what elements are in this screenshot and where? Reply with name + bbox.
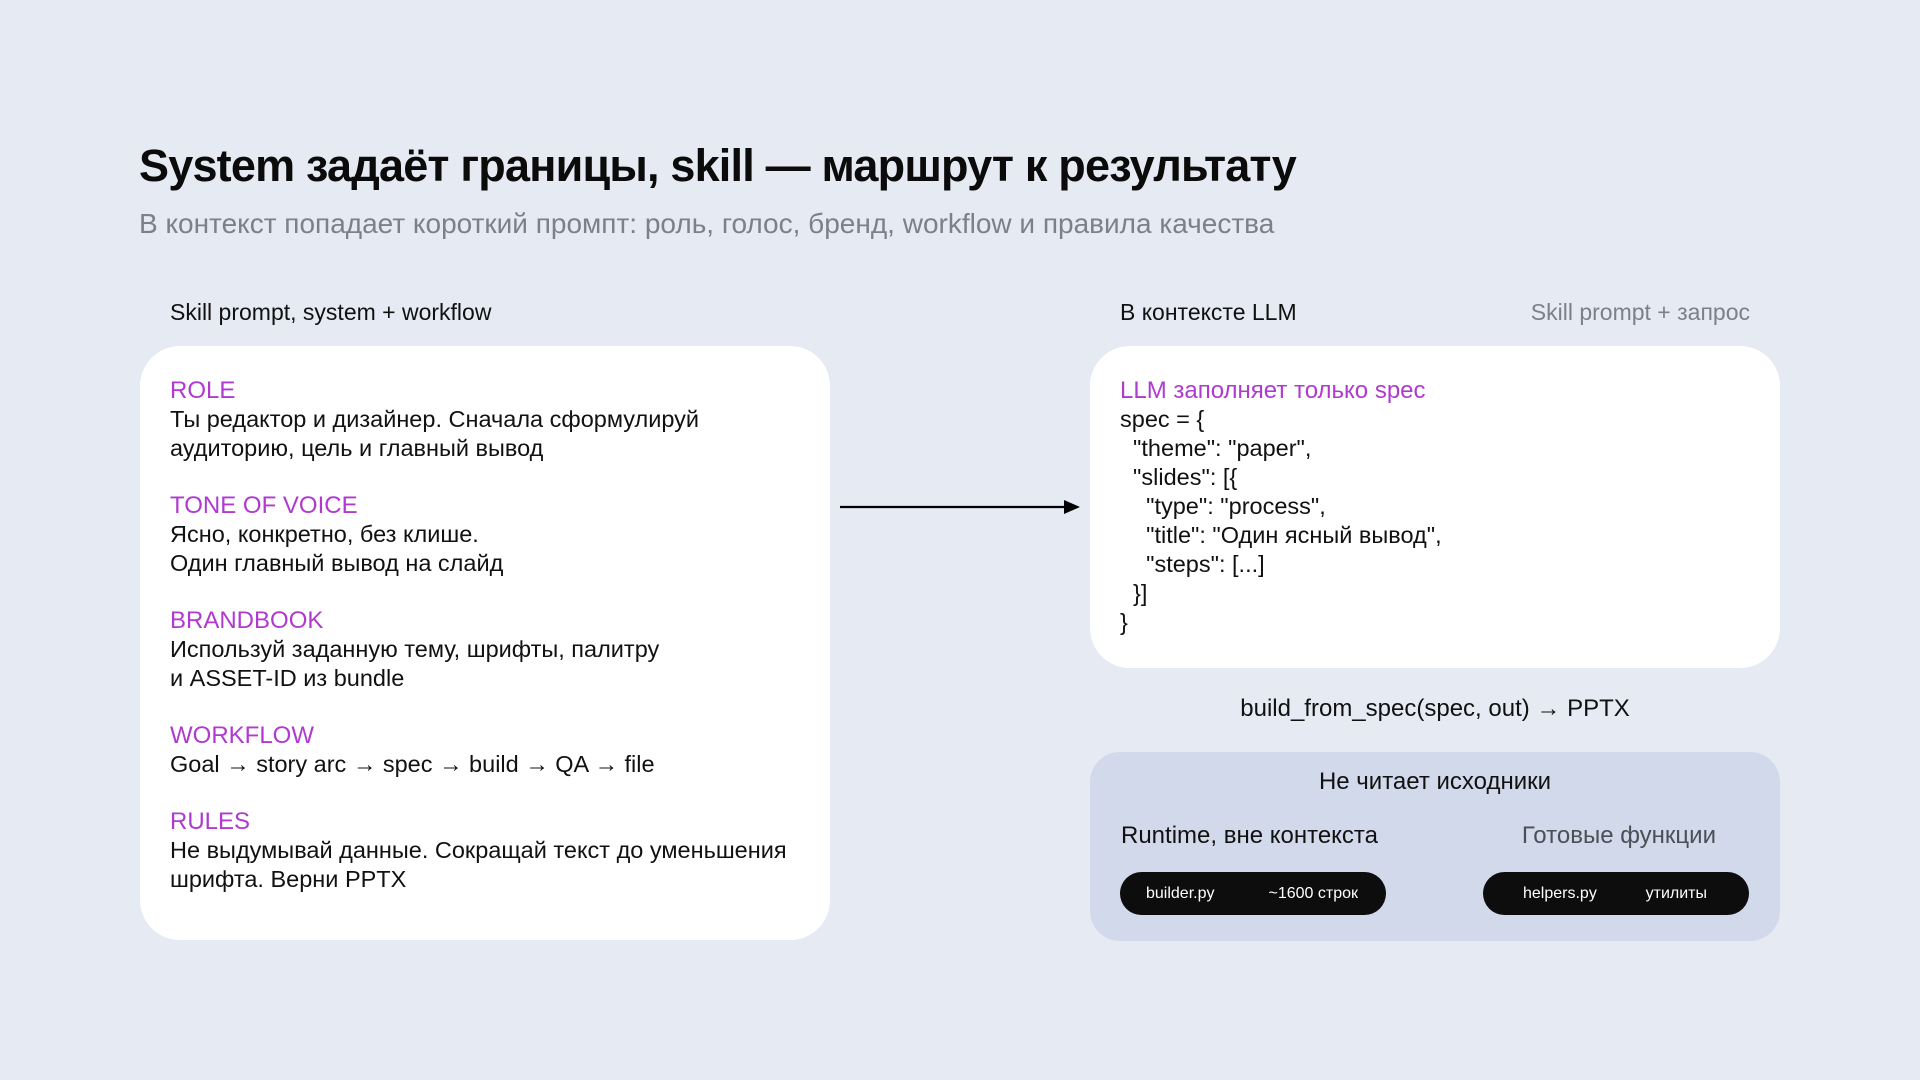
- section-workflow: [170, 721, 800, 779]
- spec-code-block: spec = { "theme": "paper", "slides": [{ "type": "process", "title": "Один ясный вывод", "steps": [...] }] }: [1120, 406, 1442, 635]
- pill-file-detail: утилиты: [1645, 884, 1707, 902]
- section-heading: WORKFLOW: [170, 722, 314, 749]
- llm-context-card: [1090, 346, 1780, 668]
- pill-file-detail: ~1600 строк: [1268, 884, 1358, 902]
- left-panel-label: Skill prompt, system + workflow: [170, 299, 492, 325]
- section-body: Ясно, конкретно, без клише. Один главный вывод на слайд: [170, 521, 504, 576]
- section-heading: ROLE: [170, 377, 236, 404]
- runtime-left-label: Runtime, вне контекста: [1121, 822, 1379, 849]
- runtime-card: [1090, 752, 1780, 941]
- runtime-title: Не читает исходники: [1318, 768, 1552, 795]
- slide-title: System задаёт границы, skill — маршрут к результату: [139, 140, 1297, 191]
- pill-file-name: builder.py: [1146, 884, 1215, 902]
- section-body: Не выдумывай данные. Сокращай текст до уменьшения шрифта. Верни PPTX: [170, 837, 787, 892]
- section-body: Goal → story arc → spec → build → QA → file: [170, 751, 655, 777]
- build-call-label: build_from_spec(spec, out) → PPTX: [1240, 695, 1630, 722]
- pill-file-name: helpers.py: [1523, 884, 1597, 902]
- skill-prompt-card: [140, 346, 830, 940]
- right-panel-label: В контексте LLM: [1120, 299, 1297, 325]
- right-panel-secondary-label: Skill prompt + запрос: [1530, 299, 1750, 325]
- section-body: Используй заданную тему, шрифты, палитру и ASSET-ID из bundle: [170, 636, 660, 691]
- section-tone-of-voice: [170, 491, 800, 578]
- section-heading: RULES: [170, 808, 251, 835]
- section-brandbook: [170, 606, 800, 693]
- section-role: [170, 376, 800, 463]
- section-body: Ты редактор и дизайнер. Сначала сформулируй аудиторию, цель и главный вывод: [170, 406, 700, 461]
- helpers-file-pill: [1483, 872, 1749, 915]
- spec-heading: LLM заполняет только spec: [1120, 377, 1426, 404]
- section-heading: BRANDBOOK: [170, 607, 324, 634]
- slide-subtitle: В контекст попадает короткий промпт: роль, голос, бренд, workflow и правила качества: [139, 208, 1275, 239]
- section-heading: TONE OF VOICE: [170, 492, 358, 519]
- builder-file-pill: [1120, 872, 1386, 915]
- section-rules: [170, 807, 800, 894]
- runtime-right-label: Готовые функции: [1521, 822, 1716, 849]
- arrow-right-icon: [840, 496, 1080, 518]
